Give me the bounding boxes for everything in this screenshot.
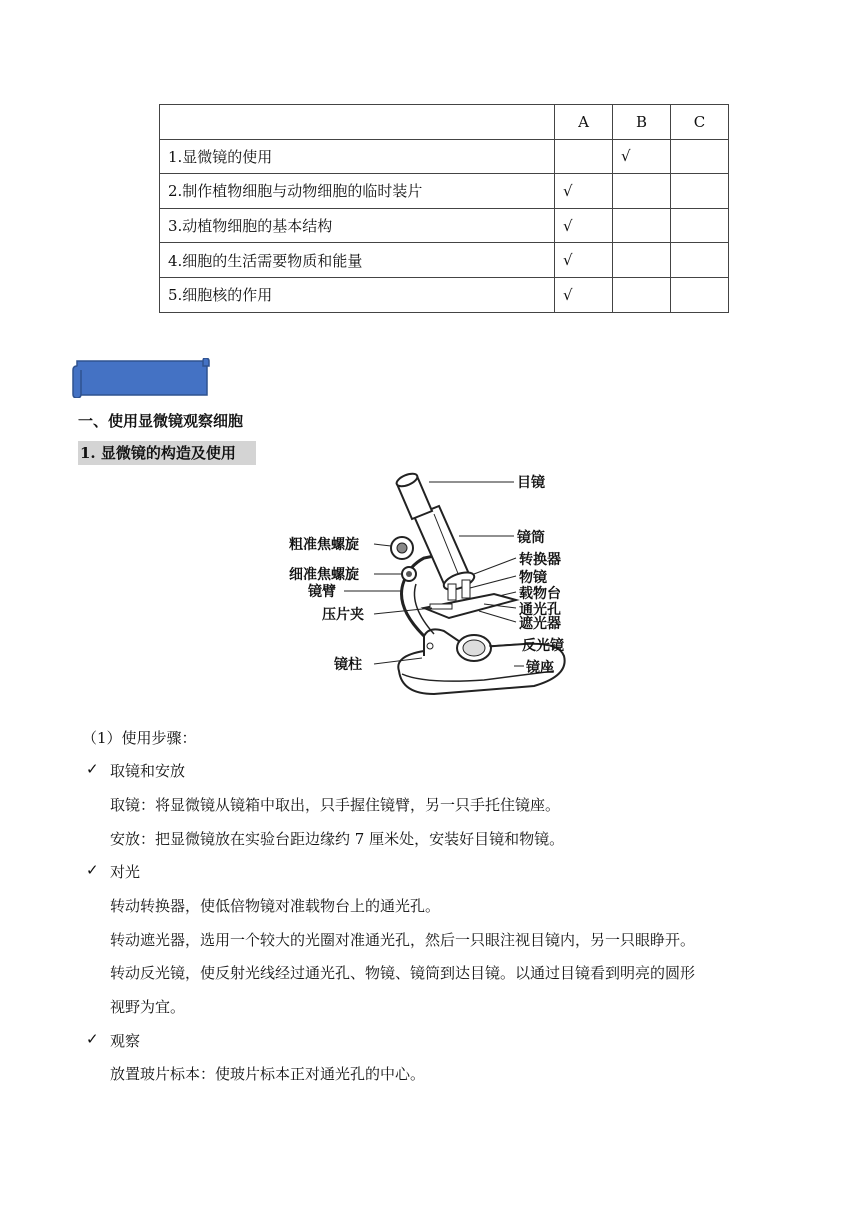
- label-aperture: 通光孔: [519, 602, 561, 618]
- subsection-heading-text: 1. 显微镜的构造及使用: [80, 444, 236, 462]
- label-objective: 物镜: [519, 570, 547, 586]
- table-row: [160, 174, 729, 209]
- scroll-banner-icon: [71, 358, 211, 398]
- table-cell-item: 4.细胞的生活需要物质和能量: [160, 243, 555, 278]
- table-cell-c: [671, 277, 729, 312]
- step-title: 取镜和安放: [110, 762, 186, 780]
- microscope-diagram: [284, 466, 594, 698]
- table-cell-c: [671, 139, 729, 174]
- label-diaphragm: 遮光器: [519, 616, 561, 632]
- check-icon: ✓: [86, 760, 99, 778]
- table-cell-b: √: [613, 139, 671, 174]
- label-eyepiece: 目镜: [517, 475, 545, 491]
- table-cell-c: [671, 208, 729, 243]
- table-cell-a: [555, 139, 613, 174]
- table-cell-a: √: [555, 208, 613, 243]
- step-text: 转动遮光器，选用一个较大的光圈对准通光孔，然后一只眼注视目镜内，另一只眼睁开。: [110, 931, 696, 949]
- label-fine-focus: 细准焦螺旋: [289, 567, 359, 583]
- section-heading: 一、使用显微镜观察细胞: [78, 412, 244, 430]
- table-cell-b: [613, 277, 671, 312]
- microscope-icon: [284, 466, 594, 698]
- table-row: [160, 243, 729, 278]
- table-cell-c: [671, 243, 729, 278]
- step-title: 对光: [110, 863, 141, 881]
- steps-intro: （1）使用步骤：: [82, 729, 197, 747]
- table-cell-item: 2.制作植物细胞与动物细胞的临时装片: [160, 174, 555, 209]
- step-text: 转动转换器，使低倍物镜对准载物台上的通光孔。: [110, 897, 441, 915]
- label-stage: 载物台: [519, 586, 561, 602]
- subsection-heading: [78, 441, 256, 465]
- table-row: [160, 208, 729, 243]
- check-icon: ✓: [86, 861, 99, 879]
- table-cell-a: √: [555, 243, 613, 278]
- step-text: 取镜：将显微镜从镜箱中取出，只手握住镜臂，另一只手托住镜座。: [110, 796, 561, 814]
- table-cell-b: [613, 208, 671, 243]
- check-icon: ✓: [86, 1030, 99, 1048]
- label-tube: 镜筒: [517, 530, 545, 546]
- table-cell-c: [671, 174, 729, 209]
- table-header-row: [160, 105, 729, 140]
- table-cell-item: 3.动植物细胞的基本结构: [160, 208, 555, 243]
- step-text: 视野为宜。: [110, 998, 186, 1016]
- table-cell-a: √: [555, 174, 613, 209]
- table-header-cell: C: [671, 105, 729, 140]
- label-coarse-focus: 粗准焦螺旋: [289, 537, 359, 553]
- step-text: 放置玻片标本：使玻片标本正对通光孔的中心。: [110, 1065, 426, 1083]
- assessment-table: [159, 104, 729, 313]
- table-header-cell: [160, 105, 555, 140]
- table-cell-item: 5.细胞核的作用: [160, 277, 555, 312]
- label-arm: 镜臂: [308, 584, 336, 600]
- table-cell-a: √: [555, 277, 613, 312]
- label-pillar: 镜柱: [334, 657, 362, 673]
- label-nosepiece: 转换器: [519, 552, 561, 568]
- table-header-cell: A: [555, 105, 613, 140]
- table-cell-b: [613, 243, 671, 278]
- table-row: [160, 277, 729, 312]
- table-row: [160, 139, 729, 174]
- label-mirror: 反光镜: [522, 638, 564, 654]
- table-header-cell: B: [613, 105, 671, 140]
- scroll-banner: [71, 358, 211, 398]
- step-text: 转动反光镜，使反射光线经过通光孔、物镜、镜筒到达目镜。以通过目镜看到明亮的圆形: [110, 964, 696, 982]
- table-cell-item: 1.显微镜的使用: [160, 139, 555, 174]
- step-title: 观察: [110, 1032, 141, 1050]
- step-text: 安放：把显微镜放在实验台距边缘约 7 厘米处，安装好目镜和物镜。: [110, 830, 565, 848]
- label-base: 镜座: [526, 660, 554, 676]
- label-stage-clip: 压片夹: [322, 607, 364, 623]
- table-cell-b: [613, 174, 671, 209]
